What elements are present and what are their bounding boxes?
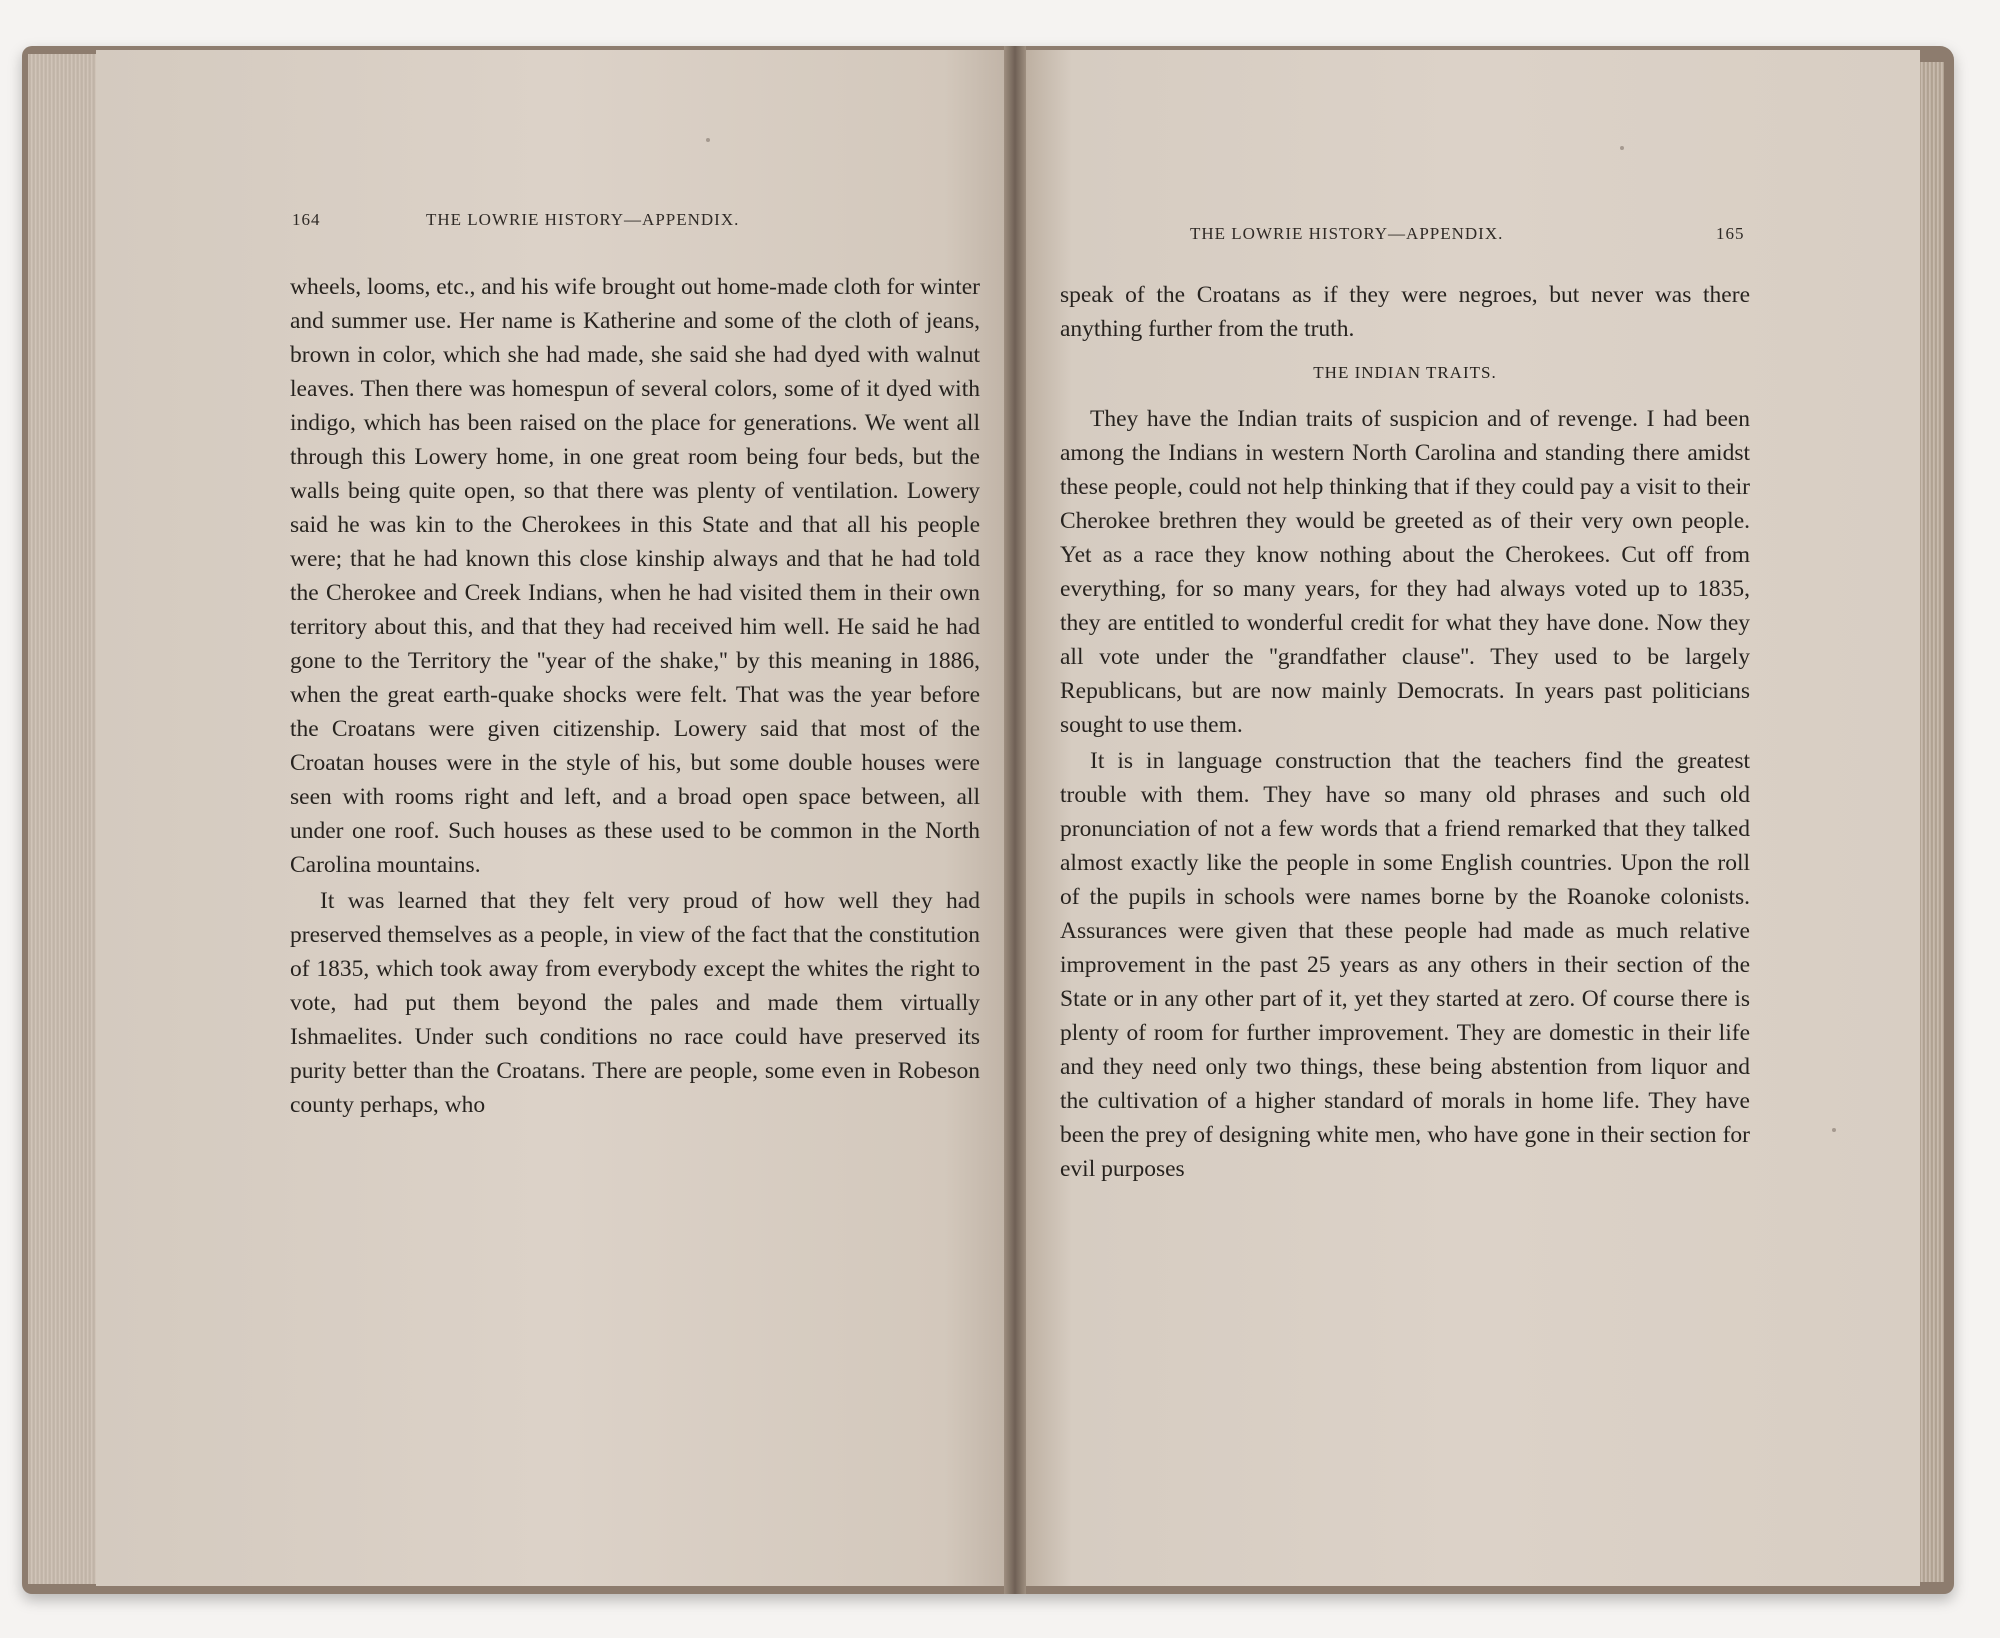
right-text-column <box>1060 278 1750 1186</box>
body-paragraph: It is in language construction that the teachers find the greatest trouble with them. They have so many old phrases and such old pronunciation of not a few words that a friend remarked that they talked almost exactly like the people in some English countries. Upon the roll of the pupils in schools were names borne by the Roanoke colonists. Assurances were given that these people had made as much relative improvement in the past 25 years as any others in their section of the State or in any other part of it, yet they started at zero. Of course there is plenty of room for further improvement. They are domestic in their life and they need only two things, these being abstention from liquor and the cultivation of a higher standard of morals in home life. They have been the prey of designing white men, who have gone in their section for evil purposes <box>1060 748 1750 1182</box>
body-paragraph: It was learned that they felt very proud of how well they had preserved themselves as a people, in view of the fact that the constitution of 1835, which took away from everybody except the whites the right to vote, had put them beyond the pales and made them virtually Ishmaelites. Under such conditions no race could have preserved its purity better than the Croatans. There are people, some even in Robeson county perhaps, who <box>290 888 980 1118</box>
book-gutter <box>1004 46 1026 1594</box>
left-page-number: 164 <box>292 210 321 229</box>
paper-speck <box>1620 146 1624 150</box>
paper-speck <box>706 138 710 142</box>
body-paragraph: wheels, looms, etc., and his wife brought out home-made cloth for winter and summer use. Her name is Katherine and some of the cloth of jeans, brown in color, which she had made, she said she had dyed with walnut leaves. Then there was homespun of several colors, some of it dyed with indigo, which has been raised on the place for generations. We went all through this Lowery home, in one great room being four beds, but the walls being quite open, so that there was plenty of ventilation. Lowery said he was kin to the Cherokees in this State and that all his people were; that he had known this close kinship always and that he had told the Cherokee and Creek Indians, when he had visited them in their own territory about this, and that they had received him well. He said he had gone to the Territory the ''year of the shake,'' by this meaning in 1886, when the great earth-quake shocks were felt. That was the year before the Croatans were given citizenship. Lowery said that most of the Croatan houses were in the style of his, but some double houses were seen with rooms right and left, and a broad open space between, all under one roof. Such houses as these used to be common in the North Carolina mountains. <box>290 274 980 878</box>
page-edges-left <box>28 54 98 1584</box>
right-running-head: THE LOWRIE HISTORY—APPENDIX. <box>1190 224 1504 243</box>
section-title: THE INDIAN TRAITS. <box>1313 363 1497 382</box>
body-paragraph: They have the Indian traits of suspicion and of revenge. I had been among the Indians in western North Carolina and standing there amidst these people, could not help thinking that if they could pay a visit to their Cherokee brethren they would be greeted as of their very own people. Yet as a race they know nothing about the Cherokees. Cut off from everything, for so many years, for they had always voted up to 1835, they are entitled to wonderful credit for what they have done. Now they all vote under the ''grandfather clause''. They used to be largely Republicans, but are now mainly Democrats. In years past politicians sought to use them. <box>1060 406 1750 738</box>
left-text-column <box>290 270 980 1122</box>
right-page-number: 165 <box>1716 224 1745 243</box>
page-edges-right <box>1918 62 1944 1582</box>
paper-speck <box>1832 1128 1836 1132</box>
left-running-head: THE LOWRIE HISTORY—APPENDIX. <box>426 210 740 229</box>
body-paragraph: speak of the Croatans as if they were negroes, but never was there anything further from the truth. <box>1060 282 1750 342</box>
